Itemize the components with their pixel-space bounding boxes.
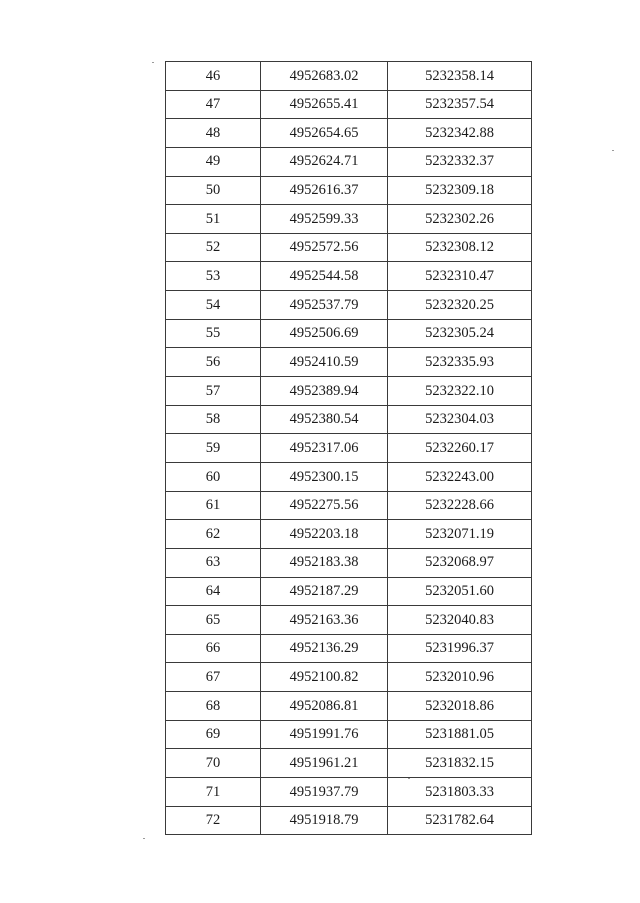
- y-coordinate-cell: 5232358.14: [388, 62, 532, 91]
- point-number-cell: 52: [166, 233, 261, 262]
- y-coordinate-cell: 5231832.15: [388, 749, 532, 778]
- x-coordinate-cell: 4952544.58: [261, 262, 388, 291]
- table-row: [166, 720, 532, 749]
- point-number-cell: 67: [166, 663, 261, 692]
- table-row: [166, 176, 532, 205]
- y-coordinate-cell: 5232308.12: [388, 233, 532, 262]
- point-number-cell: 61: [166, 491, 261, 520]
- table-row: [166, 262, 532, 291]
- table-row: [166, 806, 532, 835]
- table-row: [166, 147, 532, 176]
- coordinate-table: [165, 61, 532, 835]
- point-number-cell: 47: [166, 90, 261, 119]
- point-number-cell: 65: [166, 606, 261, 635]
- y-coordinate-cell: 5232051.60: [388, 577, 532, 606]
- point-number-cell: 63: [166, 548, 261, 577]
- y-coordinate-cell: 5231881.05: [388, 720, 532, 749]
- point-number-cell: 58: [166, 405, 261, 434]
- y-coordinate-cell: 5232018.86: [388, 692, 532, 721]
- x-coordinate-cell: 4952655.41: [261, 90, 388, 119]
- table-row: [166, 62, 532, 91]
- x-coordinate-cell: 4952654.65: [261, 119, 388, 148]
- y-coordinate-cell: 5232071.19: [388, 520, 532, 549]
- point-number-cell: 62: [166, 520, 261, 549]
- table-row: [166, 548, 532, 577]
- x-coordinate-cell: 4952389.94: [261, 377, 388, 406]
- table-row: [166, 778, 532, 807]
- y-coordinate-cell: 5232010.96: [388, 663, 532, 692]
- point-number-cell: 46: [166, 62, 261, 91]
- table-row: [166, 749, 532, 778]
- x-coordinate-cell: 4952300.15: [261, 462, 388, 491]
- scan-speck: [408, 778, 410, 779]
- y-coordinate-cell: 5232305.24: [388, 319, 532, 348]
- y-coordinate-cell: 5232302.26: [388, 205, 532, 234]
- y-coordinate-cell: 5232322.10: [388, 377, 532, 406]
- x-coordinate-cell: 4952136.29: [261, 634, 388, 663]
- y-coordinate-cell: 5232357.54: [388, 90, 532, 119]
- point-number-cell: 68: [166, 692, 261, 721]
- x-coordinate-cell: 4952616.37: [261, 176, 388, 205]
- y-coordinate-cell: 5232320.25: [388, 291, 532, 320]
- x-coordinate-cell: 4952624.71: [261, 147, 388, 176]
- point-number-cell: 55: [166, 319, 261, 348]
- point-number-cell: 64: [166, 577, 261, 606]
- table-row: [166, 634, 532, 663]
- x-coordinate-cell: 4952183.38: [261, 548, 388, 577]
- point-number-cell: 51: [166, 205, 261, 234]
- y-coordinate-cell: 5232310.47: [388, 262, 532, 291]
- x-coordinate-cell: 4952086.81: [261, 692, 388, 721]
- table-row: [166, 319, 532, 348]
- table-row: [166, 348, 532, 377]
- y-coordinate-cell: 5231996.37: [388, 634, 532, 663]
- point-number-cell: 56: [166, 348, 261, 377]
- x-coordinate-cell: 4951918.79: [261, 806, 388, 835]
- y-coordinate-cell: 5232335.93: [388, 348, 532, 377]
- x-coordinate-cell: 4951937.79: [261, 778, 388, 807]
- point-number-cell: 60: [166, 462, 261, 491]
- x-coordinate-cell: 4952410.59: [261, 348, 388, 377]
- y-coordinate-cell: 5232228.66: [388, 491, 532, 520]
- x-coordinate-cell: 4952203.18: [261, 520, 388, 549]
- table-row: [166, 577, 532, 606]
- x-coordinate-cell: 4952683.02: [261, 62, 388, 91]
- x-coordinate-cell: 4952100.82: [261, 663, 388, 692]
- point-number-cell: 53: [166, 262, 261, 291]
- y-coordinate-cell: 5232243.00: [388, 462, 532, 491]
- y-coordinate-cell: 5232068.97: [388, 548, 532, 577]
- point-number-cell: 57: [166, 377, 261, 406]
- point-number-cell: 48: [166, 119, 261, 148]
- table-row: [166, 90, 532, 119]
- table-row: [166, 462, 532, 491]
- x-coordinate-cell: 4952380.54: [261, 405, 388, 434]
- x-coordinate-cell: 4952275.56: [261, 491, 388, 520]
- y-coordinate-cell: 5232304.03: [388, 405, 532, 434]
- x-coordinate-cell: 4952317.06: [261, 434, 388, 463]
- coordinate-table-body: [166, 62, 532, 835]
- table-row: [166, 377, 532, 406]
- y-coordinate-cell: 5232260.17: [388, 434, 532, 463]
- point-number-cell: 49: [166, 147, 261, 176]
- table-row: [166, 606, 532, 635]
- point-number-cell: 72: [166, 806, 261, 835]
- y-coordinate-cell: 5232332.37: [388, 147, 532, 176]
- point-number-cell: 69: [166, 720, 261, 749]
- x-coordinate-cell: 4951961.21: [261, 749, 388, 778]
- x-coordinate-cell: 4952537.79: [261, 291, 388, 320]
- table-row: [166, 291, 532, 320]
- table-row: [166, 119, 532, 148]
- y-coordinate-cell: 5232342.88: [388, 119, 532, 148]
- y-coordinate-cell: 5231803.33: [388, 778, 532, 807]
- table-row: [166, 233, 532, 262]
- point-number-cell: 50: [166, 176, 261, 205]
- y-coordinate-cell: 5231782.64: [388, 806, 532, 835]
- y-coordinate-cell: 5232040.83: [388, 606, 532, 635]
- table-row: [166, 663, 532, 692]
- x-coordinate-cell: 4952506.69: [261, 319, 388, 348]
- point-number-cell: 54: [166, 291, 261, 320]
- table-row: [166, 520, 532, 549]
- x-coordinate-cell: 4952599.33: [261, 205, 388, 234]
- table-row: [166, 205, 532, 234]
- point-number-cell: 59: [166, 434, 261, 463]
- scan-speck: [143, 838, 145, 839]
- scan-speck: [612, 150, 614, 151]
- x-coordinate-cell: 4952163.36: [261, 606, 388, 635]
- point-number-cell: 70: [166, 749, 261, 778]
- point-number-cell: 71: [166, 778, 261, 807]
- table-row: [166, 405, 532, 434]
- y-coordinate-cell: 5232309.18: [388, 176, 532, 205]
- table-row: [166, 692, 532, 721]
- x-coordinate-cell: 4952572.56: [261, 233, 388, 262]
- table-row: [166, 491, 532, 520]
- point-number-cell: 66: [166, 634, 261, 663]
- x-coordinate-cell: 4951991.76: [261, 720, 388, 749]
- x-coordinate-cell: 4952187.29: [261, 577, 388, 606]
- table-row: [166, 434, 532, 463]
- scan-speck: [152, 62, 154, 63]
